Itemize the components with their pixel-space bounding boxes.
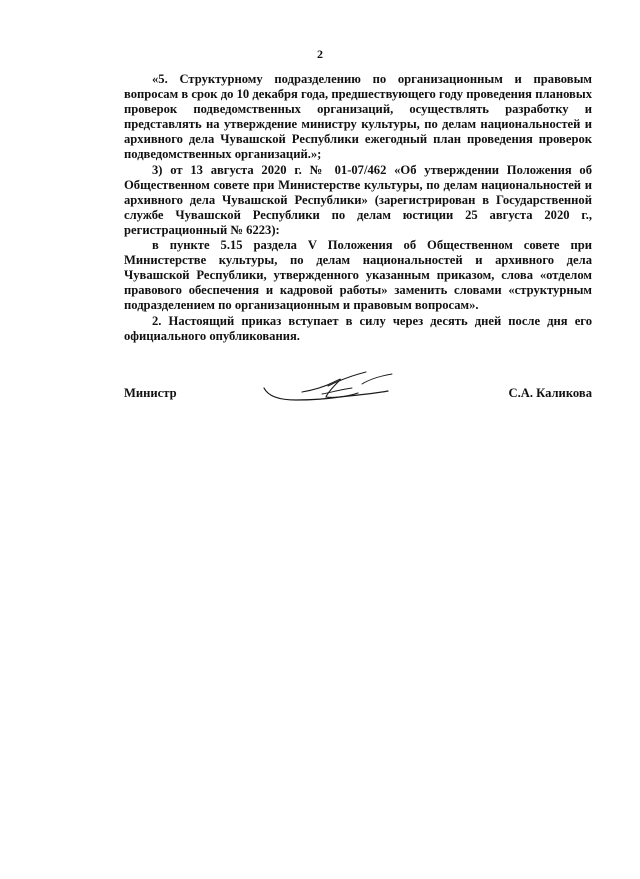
page-number: 2 <box>317 47 323 61</box>
signer-title: Министр <box>124 386 177 400</box>
paragraph-item-5-amendment: «5. Структурному подразделению по организационным и правовым вопросам в срок до 10 декабря года, предшествующего году проведения плановых проверок подведомственных организаций, осуществлять разработку и представлять на утверждение министру культуры, по делам национальностей и архивного дела Чувашской Республики ежегодный план проведения проверок подведомственных организаций.»; <box>124 72 592 162</box>
signature-block <box>124 370 592 410</box>
paragraph-clause-5-15: в пункте 5.15 раздела V Положения об Общественном совете при Министерстве культуры, по делам национальностей и архивного дела Чувашской Республики, утвержденного указанным приказом, слова «отделом правового обеспечения и кадровой работы» заменить словами «структурным подразделением по организационным и правовым вопросам». <box>124 238 592 313</box>
paragraph-entry-into-force: 2. Настоящий приказ вступает в силу через десять дней после дня его официального опубликования. <box>124 313 592 343</box>
handwritten-signature <box>262 370 398 408</box>
signer-name: С.А. Каликова <box>508 386 592 400</box>
document-body <box>124 72 592 344</box>
paragraph-order-3: 3) от 13 августа 2020 г. № 01-07/462 «Об утверждении Положения об Общественном совете при Министерстве культуры, по делам национальностей и архивного дела Чувашской Республики» (зарегистрирован в Государственной службе Чувашской Республики по делам юстиции 25 августа 2020 г., регистрационный № 6223): <box>124 162 592 237</box>
